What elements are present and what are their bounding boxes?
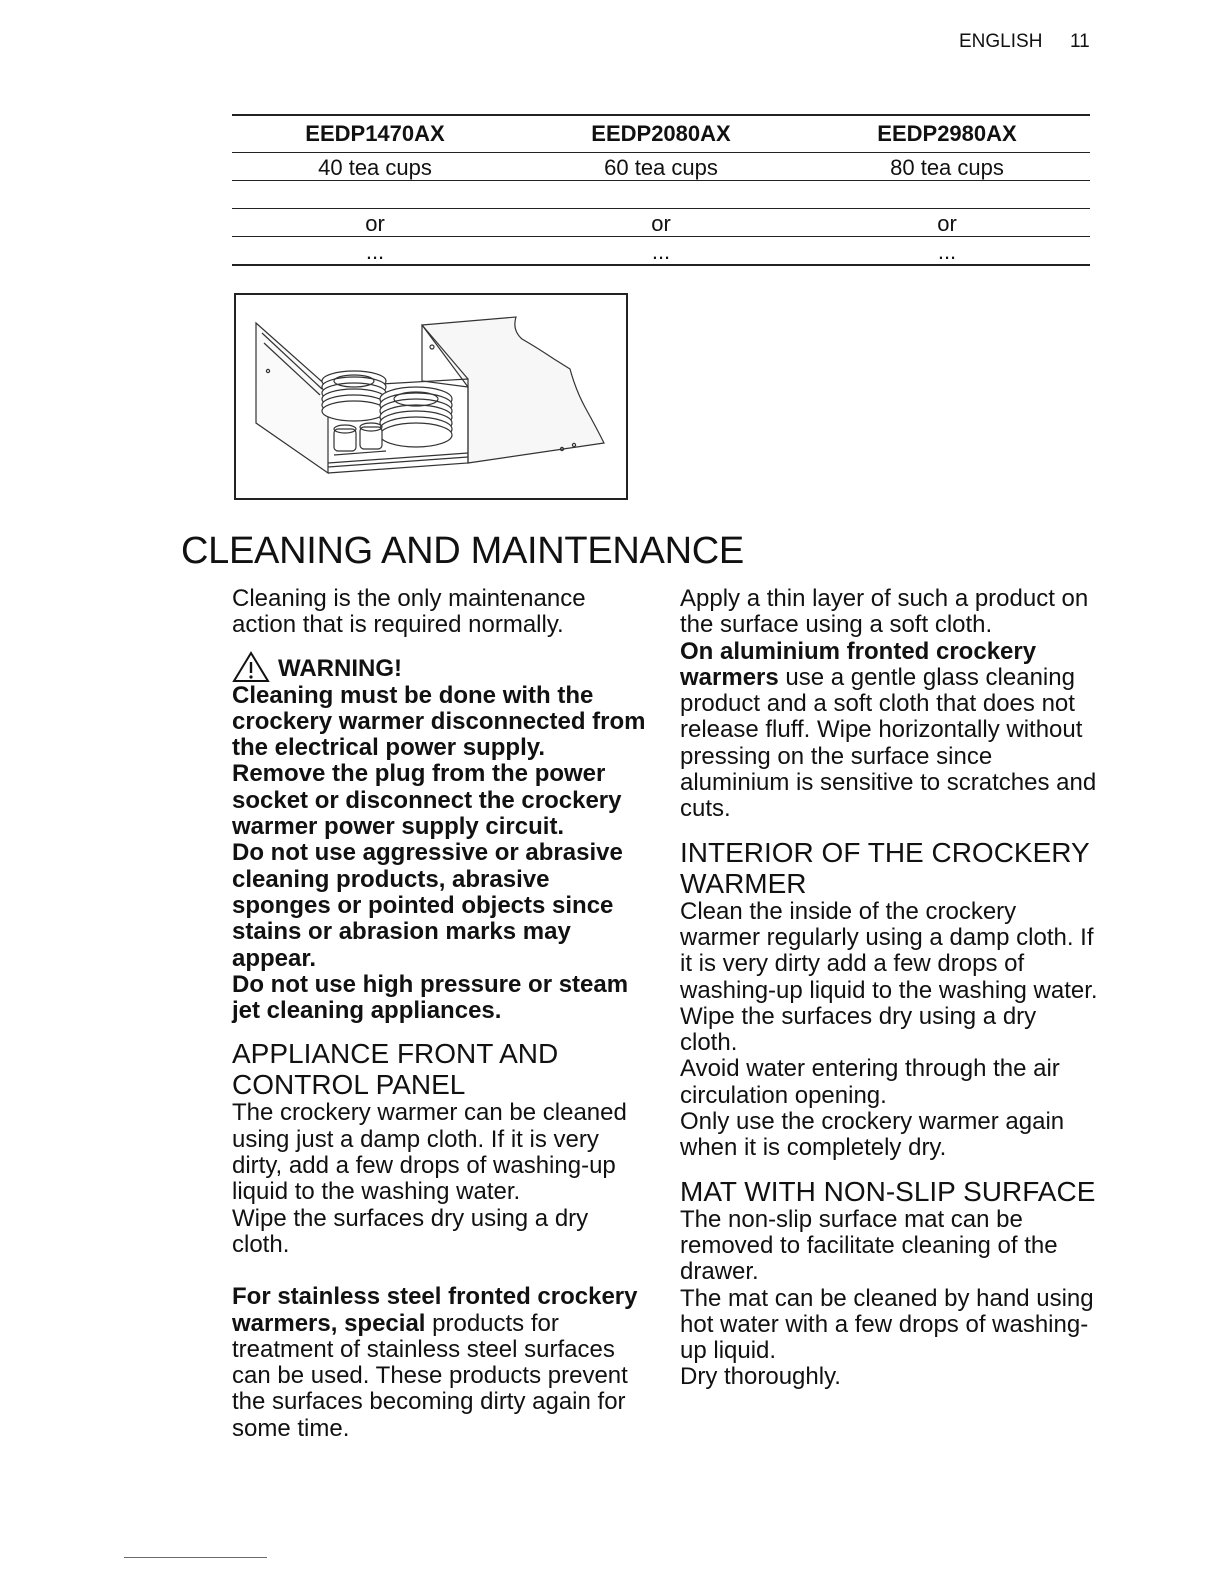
footer-divider <box>124 1557 267 1558</box>
stainless-paragraph <box>232 1284 652 1442</box>
stainless-text: products for treatment of stainless steel surfaces can be used. These products prevent the surfaces becoming dirty again for some time. <box>232 1309 628 1442</box>
table-cell: ... <box>804 237 1090 266</box>
interior-paragraph: Only use the crockery warmer again when it is completely dry. <box>680 1108 1065 1162</box>
intro-paragraph: Cleaning is the only maintenance action that is required normally. <box>232 585 586 639</box>
front-paragraph: The crockery warmer can be cleaned using just a damp cloth. If it is very dirty, add a few drops of washing-up liquid to the washing water. <box>232 1099 627 1206</box>
table-row <box>232 153 1090 181</box>
page-number: 11 <box>1070 31 1090 52</box>
table-row <box>232 237 1090 266</box>
mat-paragraph: The non-slip surface mat can be removed to facilitate cleaning of the drawer. <box>680 1205 1058 1286</box>
table-header-row <box>232 115 1090 153</box>
interior-paragraph: Avoid water entering through the air circulation opening. <box>680 1055 1060 1109</box>
aluminium-paragraph <box>680 639 1100 823</box>
mat-paragraph: The mat can be cleaned by hand using hot water with a few drops of washing-up liquid. <box>680 1284 1094 1365</box>
table-cell: 40 tea cups <box>232 153 518 181</box>
warning-heading <box>232 651 652 683</box>
warning-text: Cleaning must be done with the crockery warmer disconnected from the electrical power supply. <box>232 681 646 762</box>
warning-text: Do not use aggressive or abrasive cleaning products, abrasive sponges or pointed objects since stains or abrasion marks may appear. <box>232 839 623 972</box>
table-cell <box>518 181 804 209</box>
subsection-title-mat: MAT WITH NON-SLIP SURFACE <box>680 1175 1096 1207</box>
warning-text: Do not use high pressure or steam jet cleaning appliances. <box>232 970 629 1025</box>
table-cell: ... <box>232 237 518 266</box>
right-column <box>680 586 1100 1391</box>
mat-paragraph: Dry thoroughly. <box>680 1363 841 1391</box>
stainless-bold-text: For stainless steel fronted crockery warmers, special <box>232 1283 638 1337</box>
table-row <box>232 209 1090 237</box>
table-cell: ... <box>518 237 804 266</box>
aluminium-bold-text: On aluminium fronted crockery warmers <box>680 637 1037 691</box>
crockery-drawer-drawing <box>236 295 626 498</box>
subsection-title-front: APPLIANCE FRONT AND CONTROL PANEL <box>232 1038 559 1101</box>
front-paragraph: Wipe the surfaces dry using a dry cloth. <box>232 1204 589 1258</box>
warning-triangle-icon <box>232 651 270 683</box>
header-language: ENGLISH <box>959 31 1043 52</box>
drawer-illustration <box>234 293 628 500</box>
column-header: EEDP1470AX <box>232 115 518 153</box>
table-row <box>232 181 1090 209</box>
section-title: CLEANING AND MAINTENANCE <box>181 530 744 572</box>
column-header: EEDP2980AX <box>804 115 1090 153</box>
table-cell: 60 tea cups <box>518 153 804 181</box>
interior-paragraph: Wipe the surfaces dry using a dry cloth. <box>680 1002 1037 1057</box>
table-cell <box>232 181 518 209</box>
apply-paragraph: Apply a thin layer of such a product on the surface using a soft cloth. <box>680 585 1089 639</box>
capacity-table <box>232 114 1090 266</box>
interior-paragraph: Clean the inside of the crockery warmer regularly using a damp cloth. If it is very dirty add a few drops of washing-up liquid to the washing water. <box>680 897 1098 1004</box>
table-cell: or <box>804 209 1090 237</box>
table-cell <box>804 181 1090 209</box>
table-cell: or <box>232 209 518 237</box>
left-column <box>232 586 652 1442</box>
subsection-title-interior: INTERIOR OF THE CROCKERY WARMER <box>680 836 1090 899</box>
table-cell: or <box>518 209 804 237</box>
table-cell: 80 tea cups <box>804 153 1090 181</box>
aluminium-text: use a gentle glass cleaning product and a soft cloth that does not release fluff. Wipe horizontally without pressing on the surface since aluminium is sensitive to scratches and cuts. <box>680 663 1097 823</box>
column-header: EEDP2080AX <box>518 115 804 153</box>
warning-text: Remove the plug from the power socket or disconnect the crockery warmer power supply circuit. <box>232 760 622 841</box>
warning-label: WARNING! <box>278 655 402 683</box>
